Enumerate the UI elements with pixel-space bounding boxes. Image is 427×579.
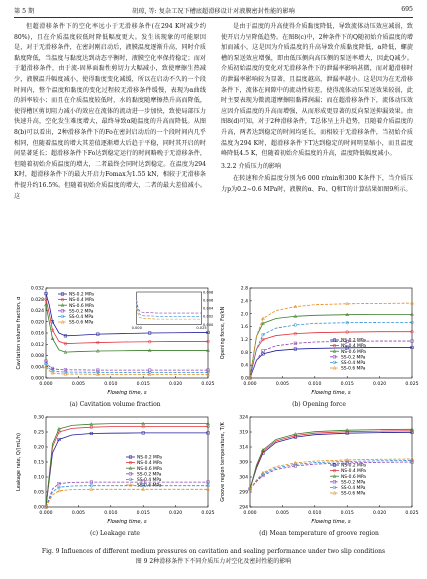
- legend-label: NS-0.2 MPa: [137, 455, 162, 461]
- paragraph: 是由于温度的升高使得介质黏度降低，导致流体动压效应减弱，致使开启力呈降低趋势。在图8(c)中，2种条件下的Q随初始介质温度的增加而减小，这是因为介质温度的升高导致介质黏度降低，α降低，螺旋槽的泵送效应增强，即由低压侧向高压侧的泵送率增大，因此Q减少。介质初始温度的变化对无滑移条件下的泄漏率影响甚微，而对超滑移时的泄漏率影响较为显著，且温度越高，泄漏率越小。这是因为在无滑移条件下，流体在间隙中的流动性较差，使得流体动压泵送效果较弱，此时主要表现为微流道摩擦阻黏滞润漏；而在超滑移条件下，流体动压效应因介质温度的升高而增强，从而形成更显著的反向泵送抑漏效果。由图8(d)可知，对于2种滑移条件，T总体呈上升趋势，且随着介质温度的升高，两者达到稳定的时间均延长，而相较于无滑移条件，当初始介质温度为294 K时，超滑移条件下T达到稳定的时间明显缩小，而且温度峰降低4.5 K，但随着初始介质温度的升高，温度降低幅度减小。: [221, 23, 413, 158]
- legend-label: SS-0.6 MPa: [341, 366, 366, 372]
- figure-panel-c: [14, 411, 214, 529]
- x-tick-label: 0.000: [243, 511, 257, 516]
- legend-label: NS-0.2 MPa: [341, 338, 366, 344]
- legend-label: SS-0.4 MPa: [69, 315, 94, 320]
- x-tick-label: 0.025: [201, 511, 215, 516]
- y-tick-label: 0.20: [33, 445, 44, 451]
- y-tick-label: 1.6: [240, 325, 248, 331]
- legend-label: NS-0.4 MPa: [137, 461, 162, 467]
- legend-label: SS-0.6 MPa: [137, 483, 162, 489]
- legend-label: NS-0.4 MPa: [341, 344, 366, 350]
- y-tick-label: 0.0: [240, 376, 248, 382]
- y-tick-label: 0.008: [30, 354, 44, 360]
- x-tick-label: 0.000: [39, 382, 53, 387]
- figure-panel-b: [218, 282, 418, 400]
- panel-caption-a: (a) Cavitation volume fraction: [69, 401, 161, 408]
- inset-y-tick-label: 0.000: [203, 322, 214, 327]
- x-tick-label: 0.025: [405, 382, 419, 387]
- y-axis-label: Opening force, Fo/kN: [220, 306, 226, 360]
- legend-label: SS-0.4 MPa: [137, 478, 162, 483]
- x-tick-label: 0.010: [104, 511, 118, 516]
- legend-label: NS-0.2 MPa: [69, 292, 94, 298]
- y-tick-label: 309: [239, 460, 248, 466]
- y-tick-label: 324: [239, 415, 248, 421]
- y-tick-label: 0.016: [30, 331, 44, 337]
- x-tick-label: 0.015: [136, 382, 150, 387]
- y-tick-label: 314: [239, 445, 248, 451]
- x-tick-label: 0.015: [340, 382, 354, 387]
- issue-number: 第 5 期: [14, 8, 35, 15]
- inset-x-tick-label: 0.025: [196, 325, 207, 330]
- legend-label: SS-0.2 MPa: [341, 355, 366, 361]
- page-number: 695: [401, 6, 413, 13]
- body-column-right: [221, 22, 413, 277]
- x-tick-label: 0.020: [373, 511, 387, 516]
- legend-label: NS-0.6 MPa: [69, 303, 94, 309]
- y-tick-label: 0.024: [30, 309, 44, 315]
- running-header: [14, 5, 413, 18]
- x-tick-label: 0.010: [308, 511, 322, 516]
- y-tick-label: 0.10: [33, 475, 44, 481]
- inset-frame: [137, 292, 202, 324]
- y-tick-label: 304: [239, 475, 248, 481]
- y-tick-label: 0.30: [33, 415, 44, 421]
- y-tick-label: 2.0: [240, 312, 248, 318]
- plot-area: [46, 417, 208, 507]
- x-axis-label: Flowing time, s: [107, 390, 147, 396]
- body-column-left: [14, 22, 206, 277]
- legend-label: SS-0.2 MPa: [137, 472, 162, 478]
- inset-x-tick-label: 0.000: [131, 325, 142, 330]
- figure-panel-a: [14, 282, 214, 400]
- panel-caption-c: (c) Leakage rate: [90, 530, 140, 537]
- legend-label: SS-0.2 MPa: [69, 309, 94, 315]
- x-tick-label: 0.010: [308, 382, 322, 387]
- subsection-heading: 3.2.2 介质压力的影响: [221, 162, 282, 170]
- inset-plot: [132, 290, 214, 330]
- x-axis-label: Flowing time, s: [107, 519, 147, 525]
- y-tick-label: 0.00: [33, 505, 44, 511]
- x-tick-label: 0.020: [169, 382, 183, 387]
- inset-y-tick-label: 0.002: [203, 314, 214, 319]
- y-tick-label: 2.4: [240, 299, 248, 305]
- x-tick-label: 0.005: [275, 382, 289, 387]
- cavitation-chart: [14, 282, 214, 400]
- y-tick-label: 299: [239, 490, 248, 496]
- x-tick-label: 0.010: [104, 382, 118, 387]
- x-tick-label: 0.020: [169, 511, 183, 516]
- legend-label: SS-0.6 MPa: [341, 491, 366, 497]
- y-tick-label: 0.05: [33, 490, 44, 496]
- x-tick-label: 0.015: [136, 511, 150, 516]
- figure-caption-en: Fig. 9 Influences of different medium pressures on cavitation and sealing performance under two slip conditions: [41, 548, 386, 555]
- panel-caption-d: (d) Mean temperature of groove region: [259, 530, 379, 537]
- running-title: 胡琼, 等: 复杂工况下槽底超滑移设计对液膜密封性能的影响: [132, 8, 295, 15]
- x-tick-label: 0.015: [340, 511, 354, 516]
- legend-label: NS-0.6 MPa: [341, 474, 366, 480]
- inset-y-tick-label: 0.006: [203, 298, 214, 303]
- x-tick-label: 0.005: [71, 382, 85, 387]
- temperature-chart: [218, 411, 418, 529]
- inset-y-tick-label: 0.008: [203, 290, 214, 295]
- paragraph: 但超滑移条件下的空化率远小于无滑移条件(在294 K时减少约80%)，且在介质温度较低时降低幅度更大。发生该现象的可能原因是，对于无滑移条件，在密封刚启动后，液膜温度逐渐升高，同时介质黏度降低，当温度与黏度达到动态平衡时，液膜空化率保持稳定；而对于超滑移条件，由于流-固界面黏性剪切力大幅减小，致使摩擦生热减少，液膜温升幅度减小，使得黏度变化减缓，所以在启动不久的一个段时间内，整个温度和黏度的变化过程较无滑移条件缓慢，表现为α曲线的斜率较小；而且在介质温度较低时，水的黏度随摩擦热升高而降低，使得槽区剪切阻力减小的效应在流体的流动进一步加快，致使局部压力快速升高，空化发生难度增大，最终导致α随温度的升高而降低。从图8(b)可以看出，2种滑移条件下的Fo在密封启动后的一个段时间内几乎相同，但随着温度的增大其差值逐渐增大后趋于平稳，同时其开启的时间显著延长；超滑移条件下Fo达到稳定运行的时间略晚于无滑移条件，但随着初始介质温度的增大，二者最终会同时达到稳定。在温度为294 K时，超滑移条件下的最大开启力Fomax为1.55 kN，相较于无滑移条件提升约16.5%。但随着初始介质温度的增大，二者的最大差值减小。这: [14, 23, 206, 200]
- y-tick-label: 0.012: [30, 342, 44, 348]
- legend-label: SS-0.4 MPa: [341, 361, 366, 366]
- legend-label: NS-0.2 MPa: [341, 463, 366, 469]
- x-axis-label: Flowing time, s: [311, 519, 351, 525]
- panel-caption-b: (b) Opening force: [292, 401, 346, 408]
- figure-caption-cn: 图 9 2种滑移条件下不同介质压力对空化及密封性能的影响: [135, 558, 292, 565]
- legend-label: SS-0.2 MPa: [341, 480, 366, 486]
- legend-label: NS-0.4 MPa: [69, 298, 94, 304]
- y-tick-label: 0.032: [30, 286, 44, 292]
- x-tick-label: 0.005: [71, 511, 85, 516]
- y-tick-label: 0.4: [240, 363, 248, 369]
- opening-force-chart: [218, 282, 418, 400]
- legend-label: NS-0.4 MPa: [341, 469, 366, 475]
- y-tick-label: 294: [239, 505, 248, 511]
- y-tick-label: 0.028: [30, 297, 44, 303]
- y-tick-label: 0.000: [30, 376, 44, 382]
- y-tick-label: 0.15: [33, 460, 44, 466]
- legend-label: NS-0.6 MPa: [137, 466, 162, 472]
- y-tick-label: 0.020: [30, 320, 44, 326]
- paragraph: 在转速和介质温度分别为6 000 r/min和300 K条件下，当介质压力p为0.2~0.6 MPa时，液膜的α、Fo、Q和T的计算结果如图9所示。: [221, 175, 413, 193]
- y-tick-label: 0.8: [240, 350, 248, 356]
- leakage-rate-chart: [14, 411, 214, 529]
- y-tick-label: 0.25: [33, 430, 44, 436]
- y-axis-label: Leakage rate, Q/(mL/h): [16, 433, 22, 491]
- x-tick-label: 0.025: [201, 382, 215, 387]
- x-tick-label: 0.020: [373, 382, 387, 387]
- x-tick-label: 0.000: [243, 382, 257, 387]
- inset-y-tick-label: 0.004: [203, 306, 214, 311]
- y-tick-label: 1.2: [240, 338, 248, 344]
- y-axis-label: Cavitation volume fraction, α: [16, 296, 22, 370]
- legend-label: SS-0.4 MPa: [341, 486, 366, 491]
- plot-area: [250, 288, 412, 378]
- x-tick-label: 0.025: [405, 511, 419, 516]
- x-tick-label: 0.000: [39, 511, 53, 516]
- legend-label: NS-0.6 MPa: [341, 349, 366, 355]
- figure-panel-d: [218, 411, 418, 529]
- x-axis-label: Flowing time, s: [311, 390, 351, 396]
- y-axis-label: Groove region temperature, T/K: [220, 422, 226, 502]
- y-tick-label: 319: [239, 430, 248, 436]
- y-tick-label: 0.004: [30, 365, 44, 371]
- y-tick-label: 2.8: [240, 286, 248, 292]
- x-tick-label: 0.005: [275, 511, 289, 516]
- legend-label: SS-0.6 MPa: [69, 320, 94, 326]
